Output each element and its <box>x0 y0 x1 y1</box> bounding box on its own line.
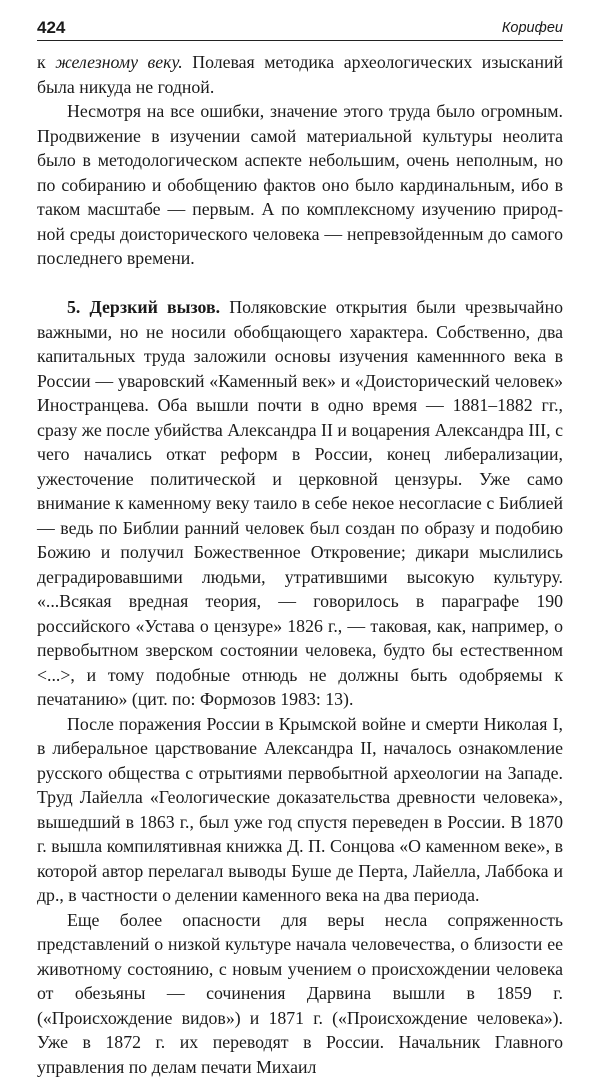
page-header <box>37 14 563 41</box>
paragraph-1-start: к <box>37 52 55 72</box>
paragraph-3 <box>37 295 563 712</box>
running-title: Корифеи <box>502 18 563 40</box>
page-body <box>37 50 563 1079</box>
paragraph-5: Еще более опасности для веры несла сопряженность представлений о низкой культуре начала человечества, о близости ее животному состоянию, с новым учением о происхождении человека от обезьяны — сочинения Дарвина вышли в 1859 г. («Происхождение видов») и 1871 г. («Происхождение человека»). Уже в 1872 г. их переводят в России. Начальник Главного управления по делам печати Михаил <box>37 908 563 1079</box>
paragraph-1-italic: железному веку. <box>55 52 183 72</box>
page-number: 424 <box>37 18 65 40</box>
paragraph-1-rest: Полевая методика археологических изысканий была никуда не годной. <box>37 52 563 97</box>
section-heading: 5. Дерзкий вызов. <box>67 297 220 317</box>
paragraph-3-text: Поляковские открытия были чрезвычайно важными, но не носили обобщающего характера. Собственно, два капитальных труда заложили основы изучения каменнного века в России — уваровский «Каменный век» и «Доисторический человек» Иностранцева. Оба вышли почти в одно время — 1881–1882 гг., сразу же после убийства Александра II и воцарения Александра III, с чего начались откат реформ в России, конец либерализации, ужесточение политической и церковной цензуры. Уже само внимание к каменному веку таило в себе некое несогласие с Библией — ведь по Библии ранний человек был создан по образу и подобию Божию и получил Божественное Откровение; дикари мыслились деградировавшими людьми, утратившими высокую культуру. «...Всякая вредная теория, — говорилось в параграфе 190 российского «Устава о цензуре» 1826 г., — таковая, как, например, о первобытном зверском состоянии человека, будто бы естественном <...>, и тому подобные отнюдь не должны быть одобряемы к печатанию» (цит. по: Формозов 1983: 13). <box>37 297 563 709</box>
paragraph-4: После поражения России в Крымской войне и смерти Николая I, в либеральное царствование Александра II, началось ознакомление русского общества с отрытиями первобытной археологии на Западе. Труд Лайелла «Геологические доказательства древности человека», вышедший в 1863 г., был уже год спустя переведен в России. В 1870 г. вышла компилятивная книжка Д. П. Сонцова «О каменном веке», в которой автор перелагал выводы Буше де Перта, Лайелла, Лаббока и др., в частности о делении каменного века на два периода. <box>37 712 563 908</box>
paragraph-2: Несмотря на все ошибки, значение этого труда было огромным. Продвижение в изучении самой материальной культуры неолита было в методологическом аспекте небольшим, очень неполным, но по собиранию и обобщению фактов оно было кардинальным, ибо в таком масштабе — первым. А по комплексному изучению природной среды доисторического человека — непревзойденным до самого последнего времени. <box>37 99 563 271</box>
paragraph-1 <box>37 50 563 99</box>
